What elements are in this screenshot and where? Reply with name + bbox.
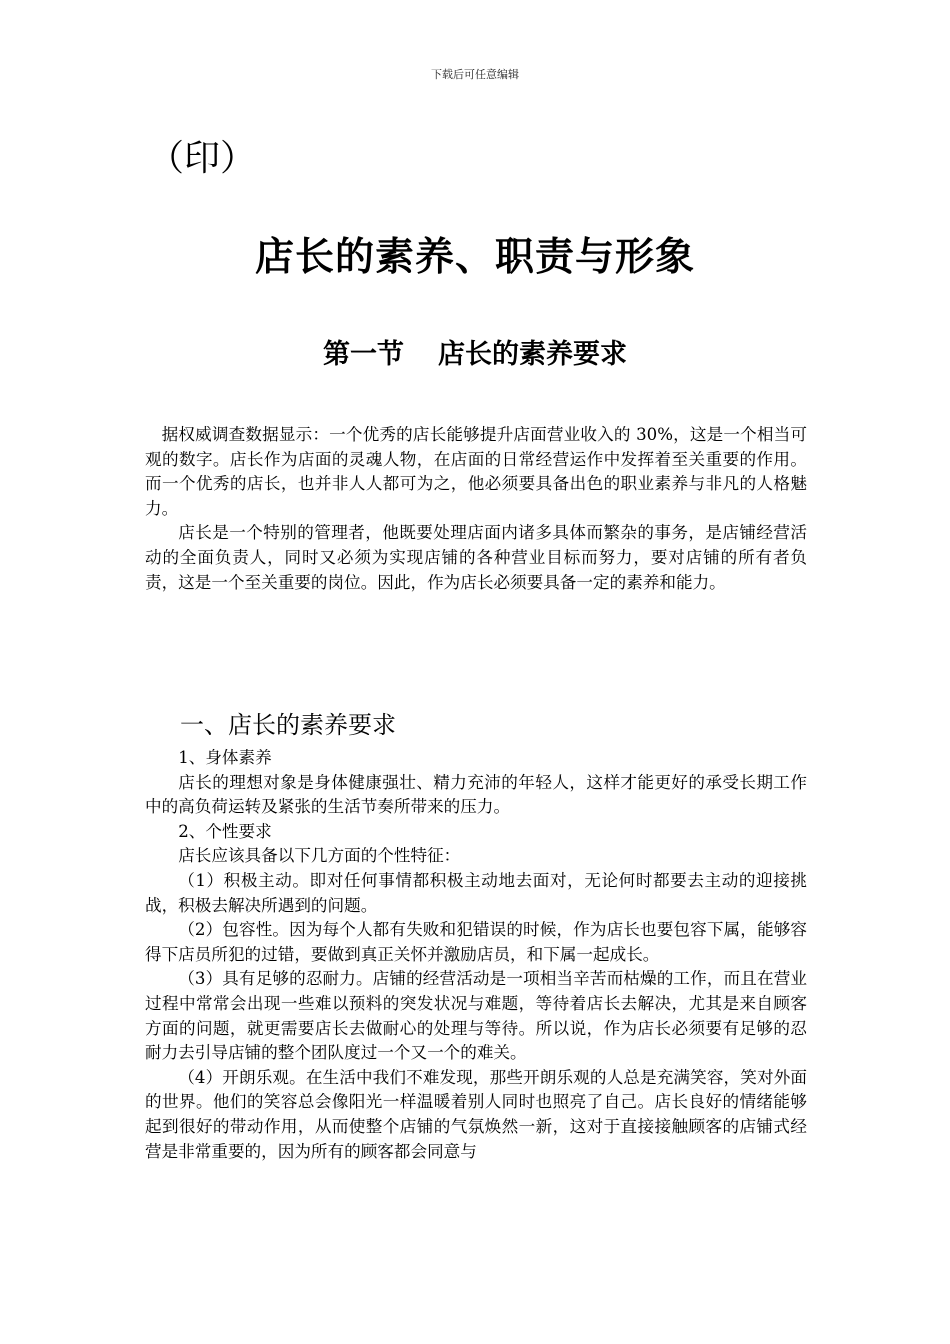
body-paragraph: 店长的理想对象是身体健康强壮、精力充沛的年轻人，这样才能更好的承受长期工作中的高负荷运转及紧张的生活节奏所带来的压力。	[145, 772, 807, 817]
body-paragraph: （3）具有足够的忍耐力。店铺的经营活动是一项相当辛苦而枯燥的工作，而且在营业过程中常常会出现一些难以预料的突发状况与难题，等待着店长去解决，尤其是来自顾客方面的问题，就更需要店长去做耐心的处理与等待。所以说，作为店长必须要有足够的忍耐力去引导店铺的整个团队度过一个又一个的难关。	[145, 969, 807, 1063]
header-note: 下载后可任意编辑	[431, 68, 519, 81]
body-paragraph: （2）包容性。因为每个人都有失败和犯错误的时候，作为店长也要包容下属，能够容得下店员所犯的过错，要做到真正关怀并激励店员，和下属一起成长。	[145, 920, 807, 964]
body-text	[145, 746, 807, 1164]
section-name: 店长的素养要求	[438, 339, 627, 370]
item-heading: 1、身体素养	[178, 748, 272, 767]
body-paragraph: （4）开朗乐观。在生活中我们不难发现，那些开朗乐观的人总是充满笑容，笑对外面的世界。他们的笑容总会像阳光一样温暖着别人同时也照亮了自己。店长良好的情绪能够起到很好的带动作用，从而使整个店铺的气氛焕然一新，这对于直接接触顾客的店铺式经营是非常重要的，因为所有的顾客都会同意与	[145, 1067, 807, 1161]
intro-paragraph: 据权威调查数据显示：一个优秀的店长能够提升店面营业收入的 30%，这是一个相当可观的数字。店长作为店面的灵魂人物，在店面的日常经营运作中发挥着至关重要的作用。而一个优秀的店长，也并非人人都可为之，他必须要具备出色的职业素养与非凡的人格魅力。	[145, 425, 807, 518]
section-title	[0, 332, 950, 371]
subsection-heading: 一、店长的素养要求	[180, 711, 396, 739]
intro-paragraph: 店长是一个特别的管理者，他既要处理店面内诸多具体而繁杂的事务，是店铺经营活动的全面负责人，同时又必须为实现店铺的各种营业目标而努力，要对店铺的所有者负责，这是一个至关重要的岗位。因此，作为店长必须要具备一定的素养和能力。	[145, 523, 807, 592]
section-label: 第一节	[323, 339, 404, 370]
body-paragraph: 店长应该具备以下几方面的个性特征：	[178, 846, 461, 866]
item-heading: 2、个性要求	[178, 821, 272, 841]
intro-text	[145, 423, 807, 595]
stamp-mark: （印）	[148, 138, 257, 179]
body-paragraph: （1）积极主动。即对任何事情都积极主动地去面对，无论何时都要去主动的迎接挑战，积极去解决所遇到的问题。	[145, 870, 807, 915]
document-title: 店长的素养、职责与形象	[254, 235, 695, 280]
